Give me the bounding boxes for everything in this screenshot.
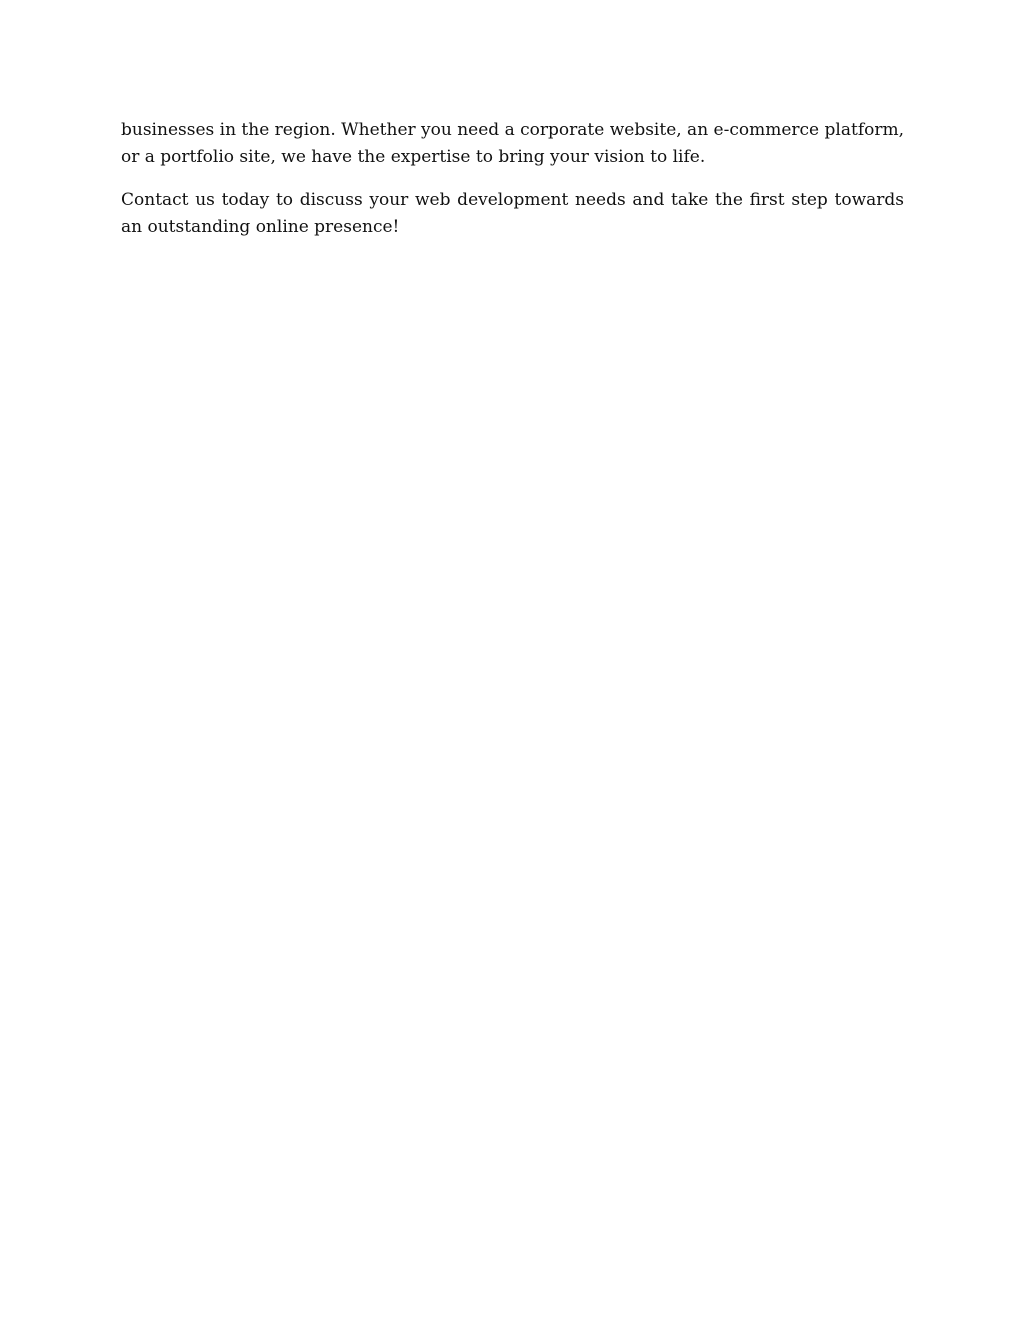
body-paragraph: Contact us today to discuss your web development needs and take the first step towards an outstanding online presence! [121, 190, 904, 237]
body-paragraph: businesses in the region. Whether you need a corporate website, an e-commerce platform, or a portfolio site, we have the expertise to bring your vision to life. [121, 120, 904, 167]
document-body [121, 117, 904, 257]
